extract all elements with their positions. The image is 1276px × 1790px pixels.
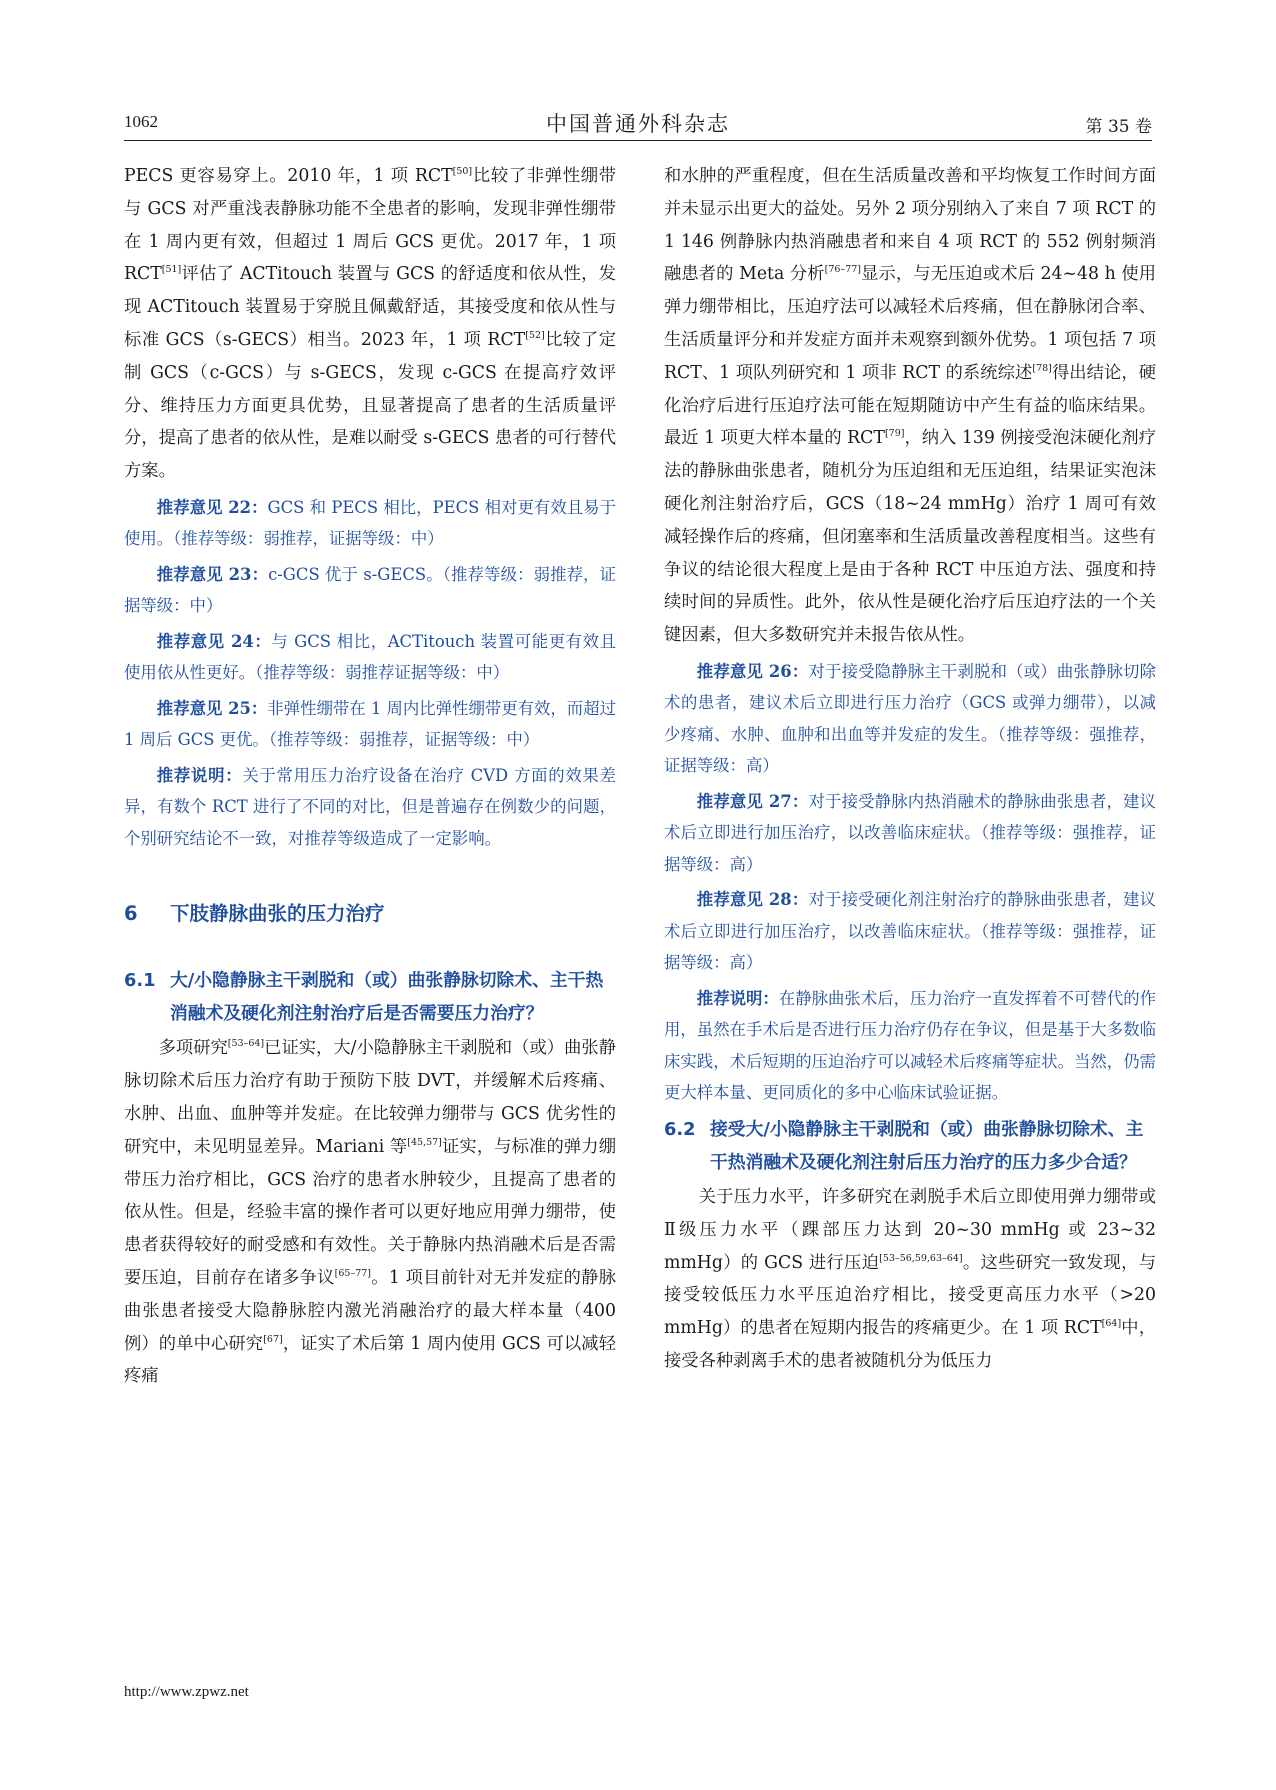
recommendation-23: 推荐意见 23：c-GCS 优于 s-GECS。（推荐等级：弱推荐，证据等级：中） — [124, 564, 617, 616]
body-paragraph: PECS 更容易穿上。2010 年，1 项 RCT[50]比较了非弹性绷带与 GCS 对严重浅表静脉功能不全患者的影响，发现非弹性绷带在 1 周内更有效，但超过 1 周后 GCS 更优。2017 年，1 项 RCT[51]评估了 ACTitouch 装置与 GCS 的舒适度和依从性，发现 ACTitouch 装置易于穿脱且佩戴舒适，其接受度和依从性与标准 GCS（s-GECS）相当。2023 年，1 项 RCT[52]比较了定制 GCS（c-GCS）与 s-GECS，发现 c-GCS 在提高疗效评分、维持压力方面更具优势，且显著提高了患者的生活质量评分，提高了患者的依从性，是难以耐受 s-GECS 患者的可行替代方案。 — [124, 166, 616, 482]
header-rule — [124, 140, 1152, 141]
recommendation-28: 推荐意见 28：对于接受硬化剂注射治疗的静脉曲张患者，建议术后立即进行加压治疗，以改善临床症状。（推荐等级：强推荐，证据等级：高） — [664, 890, 1157, 973]
recommendation-note: 推荐说明：在静脉曲张术后，压力治疗一直发挥着不可替代的作用，虽然在手术后是否进行压力治疗仍存在争议，但是基于大多数临床实践，术后短期的压迫治疗可以减轻术后疼痛等症状。当然，仍需更大样本量、更同质化的多中心临床试验证据。 — [664, 988, 1157, 1103]
citation[interactable]: [52] — [525, 330, 545, 342]
body-paragraph: 多项研究[53–64]已证实，大/小隐静脉主干剥脱和（或）曲张静脉切除术后压力治疗有助于预防下肢 DVT，并缓解术后疼痛、水肿、出血、血肿等并发症。在比较弹力绷带与 GCS 优劣性的研究中，未见明显差异。Mariani 等[45,57]证实，与标准的弹力绷带压力治疗相比，GCS 治疗的患者水肿较少，且提高了患者的依从性。但是，经验丰富的操作者可以更好地应用弹力绷带，使患者获得较好的耐受感和有效性。关于静脉内热消融术后是否需要压迫，目前存在诸多争议[65–77]。1 项目前针对无并发症的静脉曲张患者接受大隐静脉腔内激光消融治疗的最大样本量（400 例）的单中心研究[67]，证实了术后第 1 周内使用 GCS 可以减轻疼痛 — [124, 1038, 616, 1387]
recommendation-22: 推荐意见 22：GCS 和 PECS 相比，PECS 相对更有效且易于使用。（推荐等级：弱推荐，证据等级：中） — [124, 497, 617, 549]
citation[interactable]: [50] — [452, 166, 473, 178]
citation[interactable]: [67] — [263, 1333, 283, 1345]
volume-label: 第 35 卷 — [1085, 117, 1152, 137]
section-heading-6: 6 下肢静脉曲张的压力治疗 — [124, 902, 385, 926]
recommendation-26: 推荐意见 26：对于接受隐静脉主干剥脱和（或）曲张静脉切除术的患者，建议术后立即进行压力治疗（GCS 或弹力绷带），以减少疼痛、水肿、血肿和出血等并发症的发生。（推荐等级：强推荐，证据等级：高） — [664, 661, 1157, 776]
citation[interactable]: [51] — [161, 264, 182, 276]
citation[interactable]: [79] — [884, 428, 905, 440]
citation[interactable]: [76–77] — [824, 264, 862, 276]
subsection-heading-6-2: 6.2 接受大/小隐静脉主干剥脱和（或）曲张静脉切除术、主干热消融术及硬化剂注射后压力治疗的压力多少合适？ — [664, 1118, 1144, 1173]
citation[interactable]: [45,57] — [407, 1137, 442, 1149]
left-column — [124, 160, 616, 1393]
citation[interactable]: [53–64] — [227, 1038, 265, 1050]
recommendation-27: 推荐意见 27：对于接受静脉内热消融术的静脉曲张患者，建议术后立即进行加压治疗，以改善临床症状。（推荐等级：强推荐，证据等级：高） — [664, 791, 1157, 874]
journal-title: 中国普通外科杂志 — [546, 112, 730, 136]
citation[interactable]: [64] — [1101, 1318, 1122, 1330]
body-paragraph: 关于压力水平，许多研究在剥脱手术后立即使用弹力绷带或Ⅱ级压力水平（踝部压力达到 20~30 mmHg 或 23~32 mmHg）的 GCS 进行压迫[53–56,59,63–64]。这些研究一致发现，与接受较低压力水平压迫治疗相比，接受更高压力水平（>20 mmHg）的患者在短期内报告的疼痛更少。在 1 项 RCT[64]中，接受各种剥离手术的患者被随机分为低压力 — [664, 1186, 1156, 1371]
recommendation-note: 推荐说明：关于常用压力治疗设备在治疗 CVD 方面的效果差异，有数个 RCT 进行了不同的对比，但是普遍存在例数少的问题，个别研究结论不一致，对推荐等级造成了一定影响。 — [124, 765, 616, 848]
right-column — [664, 160, 1156, 1378]
page-number: 1062 — [124, 112, 158, 131]
citation[interactable]: [78] — [1032, 363, 1052, 375]
citation[interactable]: [65–77] — [334, 1268, 372, 1280]
body-paragraph: 和水肿的严重程度，但在生活质量改善和平均恢复工作时间方面并未显示出更大的益处。另外 2 项分别纳入了来自 7 项 RCT 的 1 146 例静脉内热消融患者和来自 4 项 RCT 的 552 例射频消融患者的 Meta 分析[76–77]显示，与无压迫或术后 24~48 h 使用弹力绷带相比，压迫疗法可以减轻术后疼痛，但在静脉闭合率、生活质量评分和并发症方面并未观察到额外优势。1 项包括 7 项 RCT、1 项队列研究和 1 项非 RCT 的系统综述[78]得出结论，硬化治疗后进行压迫疗法可能在短期随访中产生有益的临床结果。最近 1 项更大样本量的 RCT[79]，纳入 139 例接受泡沫硬化剂疗法的静脉曲张患者，随机分为压迫组和无压迫组，结果证实泡沫硬化剂注射治疗后，GCS（18~24 mmHg）治疗 1 周可有效减轻操作后的疼痛，但闭塞率和生活质量改善程度相当。这些有争议的结论很大程度上是由于各种 RCT 中压迫方法、强度和持续时间的异质性。此外，依从性是硬化治疗后压迫疗法的一个关键因素，但大多数研究并未报告依从性。 — [664, 166, 1156, 646]
recommendation-25: 推荐意见 25：非弹性绷带在 1 周内比弹性绷带更有效，而超过 1 周后 GCS 更优。（推荐等级：弱推荐，证据等级：中） — [124, 698, 616, 750]
subsection-heading-6-1: 6.1 大/小隐静脉主干剥脱和（或）曲张静脉切除术、主干热消融术及硬化剂注射治疗后是否需要压力治疗？ — [124, 970, 604, 1025]
citation[interactable]: [53–56,59,63–64] — [879, 1252, 963, 1264]
recommendation-24: 推荐意见 24：与 GCS 相比，ACTitouch 装置可能更有效且使用依从性更好。（推荐等级：弱推荐证据等级：中） — [124, 631, 617, 683]
footer-url[interactable]: http://www.zpwz.net — [124, 1684, 249, 1700]
running-header — [124, 108, 1152, 138]
